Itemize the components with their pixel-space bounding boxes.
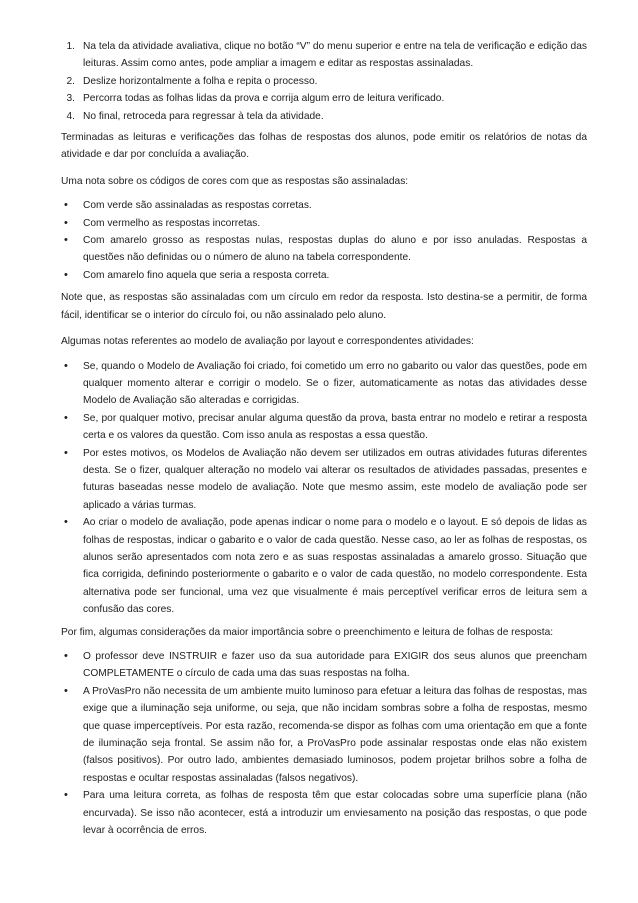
model-notes-list [61,358,587,619]
bullet-icon: • [64,268,68,281]
colors-list [61,197,587,284]
bullet-icon: • [64,650,68,662]
list-item [61,197,587,214]
bullet-icon: • [64,684,68,697]
list-item-text: Se, quando o Modelo de Avaliação foi criado, foi cometido um erro no gabarito ou valor das questões, pode em qualquer momento alterar e corrigir o modelo. Se o fizer, automaticamente as notas das atividades desse Modelo de Avaliação são alteradas e corrigidas. [83,360,587,407]
list-item [61,445,587,515]
list-item-text: O professor deve INSTRUIR e fazer uso da sua autoridade para EXIGIR dos seus alunos que preencham COMPLETAMENTE o círculo de cada uma das suas respostas na folha. [83,651,587,680]
list-number: 3. [66,93,75,105]
list-number: 1. [66,41,75,52]
final-notes-list [61,648,587,839]
list-item-text: Com verde são assinaladas as respostas corretas. [83,200,312,212]
list-item [61,38,587,73]
list-item [61,787,587,839]
list-item-text: Na tela da atividade avaliativa, clique no botão “V” do menu superior e entre na tela de verificação e edição das leituras. Assim como antes, pode ampliar a imagem e editar as respostas assinaladas. [83,41,587,70]
list-item-text: A ProVasPro não necessita de um ambiente muito luminoso para efetuar a leitura das folhas de respostas, mas exige que a iluminação seja uniforme, ou seja, que não incidam sombras sobre a folha de respostas, mesmo que quase imperceptíveis. Por esta razão, recomenda-se dispor as folhas com uma orientação em que a fonte de iluminação seja frontal. Se assim não for, a ProVasPro pode assinalar respostas onde elas não existem (falsos positivos). Por outro lado, ambientes demasiado luminosos, podem projetar brilhos sobre a folha de respostas e ocultar respostas assinaladas (falsos negativos). [83,685,587,784]
list-item-text: Com vermelho as respostas incorretas. [83,217,261,229]
list-item [61,73,587,90]
bullet-icon: • [64,359,68,372]
bullet-icon: • [64,446,68,459]
list-item [61,267,587,284]
list-item-text: Para uma leitura correta, as folhas de resposta têm que estar colocadas sobre uma superfície plana (não encurvada). Se isso não acontecer, está a introduzir um enviesamento na posição das respostas, o que pode levar à ocorrência de erros. [83,790,587,837]
list-item [61,648,587,683]
list-item [61,90,587,107]
list-item [61,410,587,445]
list-number: 4. [66,110,75,122]
list-item [61,108,587,125]
steps-list [61,38,587,125]
bullet-icon: • [64,789,68,802]
list-item [61,683,587,787]
list-item-text: Por estes motivos, os Modelos de Avaliação não devem ser utilizados em outras atividades futuras diferentes desta. Se o fizer, qualquer alteração no modelo vai alterar os resultados de atividades passadas, presentes e futuras baseadas nesse modelo de avaliação. Note que mesmo assim, este modelo de avaliação pode ser aplicado a várias turmas. [83,447,587,511]
list-item [61,232,587,267]
bullet-icon: • [64,411,68,424]
list-item-text: Deslize horizontalmente a folha e repita o processo. [83,75,318,87]
paragraph-reports: Terminadas as leituras e verificações das folhas de respostas dos alunos, pode emitir os relatórios de notas da atividade e dar por concluída a avaliação. [61,132,587,161]
list-item-text: Ao criar o modelo de avaliação, pode apenas indicar o nome para o modelo e o layout. E só depois de lidas as folhas de respostas, indicar o gabarito e o valor de cada questão. Nesse caso, ao ler as folhas de respostas, os alunos serão apresentados com nota zero e as suas respostas assinaladas a amarelo grosso. Situação que fica corrigida, definindo posteriormente o gabarito e o valor de cada questão, no modelo correspondente. Esta alternativa pode ser funcional, uma vez que visualmente é mais perceptível verificar erros de leitura sem a confusão das cores. [83,517,587,616]
paragraph-final-intro: Por fim, algumas considerações da maior importância sobre o preenchimento e leitura de folhas de resposta: [61,626,554,638]
paragraph-colors-intro: Uma nota sobre os códigos de cores com que as respostas são assinaladas: [61,175,409,187]
paragraph-model-intro: Algumas notas referentes ao modelo de avaliação por layout e correspondentes atividades: [61,336,474,348]
list-item-text: Com amarelo fino aquela que seria a resposta correta. [83,269,330,281]
list-item-text: No final, retroceda para regressar à tela da atividade. [83,110,324,122]
bullet-icon: • [64,234,68,247]
document-page [61,38,587,844]
list-number: 2. [66,75,75,87]
list-item [61,514,587,618]
list-item-text: Com amarelo grosso as respostas nulas, respostas duplas do aluno e por isso anuladas. Respostas a questões não definidas ou o número de aluno na tabela correspondente. [83,235,587,264]
bullet-icon: • [64,199,68,212]
paragraph-circle: Note que, as respostas são assinaladas com um círculo em redor da resposta. Isto destina-se a permitir, de forma fácil, identificar se o interior do círculo foi, ou não assinalado pelo aluno. [61,292,587,321]
list-item [61,358,587,410]
bullet-icon: • [64,216,68,229]
list-item [61,215,587,232]
list-item-text: Se, por qualquer motivo, precisar anular alguma questão da prova, basta entrar no modelo e retirar a resposta certa e os valores da questão. Com isso anula as respostas a essa questão. [83,412,587,442]
bullet-icon: • [64,516,68,529]
list-item-text: Percorra todas as folhas lidas da prova e corrija algum erro de leitura verificado. [83,93,445,105]
